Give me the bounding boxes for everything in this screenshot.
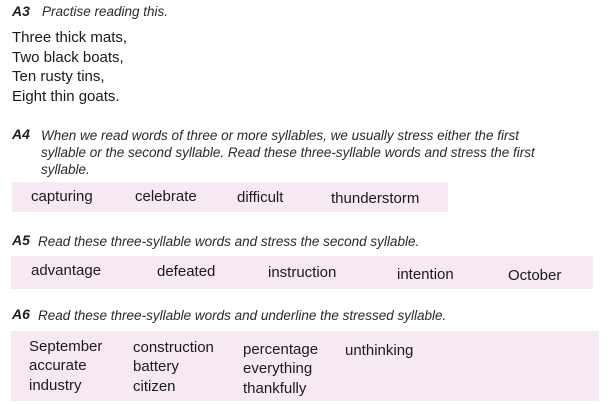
word-item: industry xyxy=(29,377,82,394)
word-item: October xyxy=(508,267,562,284)
word-item: celebrate xyxy=(135,188,197,205)
poem-line: Two black boats, xyxy=(12,48,124,66)
word-item: unthinking xyxy=(345,342,414,359)
section-a3-poem xyxy=(12,28,127,106)
poem-line: Three thick mats, xyxy=(12,29,128,46)
word-item: thunderstorm xyxy=(331,190,420,207)
word-item: battery xyxy=(133,358,179,375)
section-a3-label: A3 xyxy=(12,3,30,19)
word-item: construction xyxy=(133,339,214,356)
section-a4-label: A4 xyxy=(12,126,30,142)
word-item: difficult xyxy=(237,189,284,206)
word-item: citizen xyxy=(133,378,176,395)
word-item: September xyxy=(29,338,103,355)
word-item: defeated xyxy=(157,263,216,280)
word-item: instruction xyxy=(268,264,337,281)
section-a5-label: A5 xyxy=(12,232,30,248)
section-a5-instruction: Read these three-syllable words and stress the second syllable. xyxy=(38,234,420,249)
word-item: intention xyxy=(397,266,454,283)
section-a4-instruction-line-1: When we read words of three or more syllables, we usually stress either the first xyxy=(41,128,519,143)
section-a4-instruction-line-3: syllable. xyxy=(41,162,90,177)
word-item: thankfully xyxy=(243,380,307,397)
word-item: accurate xyxy=(29,357,87,374)
word-item: advantage xyxy=(31,262,102,279)
poem-line: Ten rusty tins, xyxy=(12,68,105,85)
poem-line: Eight thin goats. xyxy=(12,87,120,105)
section-a3-instruction: Practise reading this. xyxy=(42,4,169,19)
section-a6-instruction: Read these three-syllable words and underline the stressed syllable. xyxy=(38,308,447,323)
section-a4-instruction-line-2: syllable or the second syllable. Read these three-syllable words and stress the first xyxy=(41,145,535,160)
section-a6-label: A6 xyxy=(12,306,30,322)
word-item: capturing xyxy=(31,188,93,205)
word-item: everything xyxy=(243,360,313,377)
word-item: percentage xyxy=(243,341,319,358)
